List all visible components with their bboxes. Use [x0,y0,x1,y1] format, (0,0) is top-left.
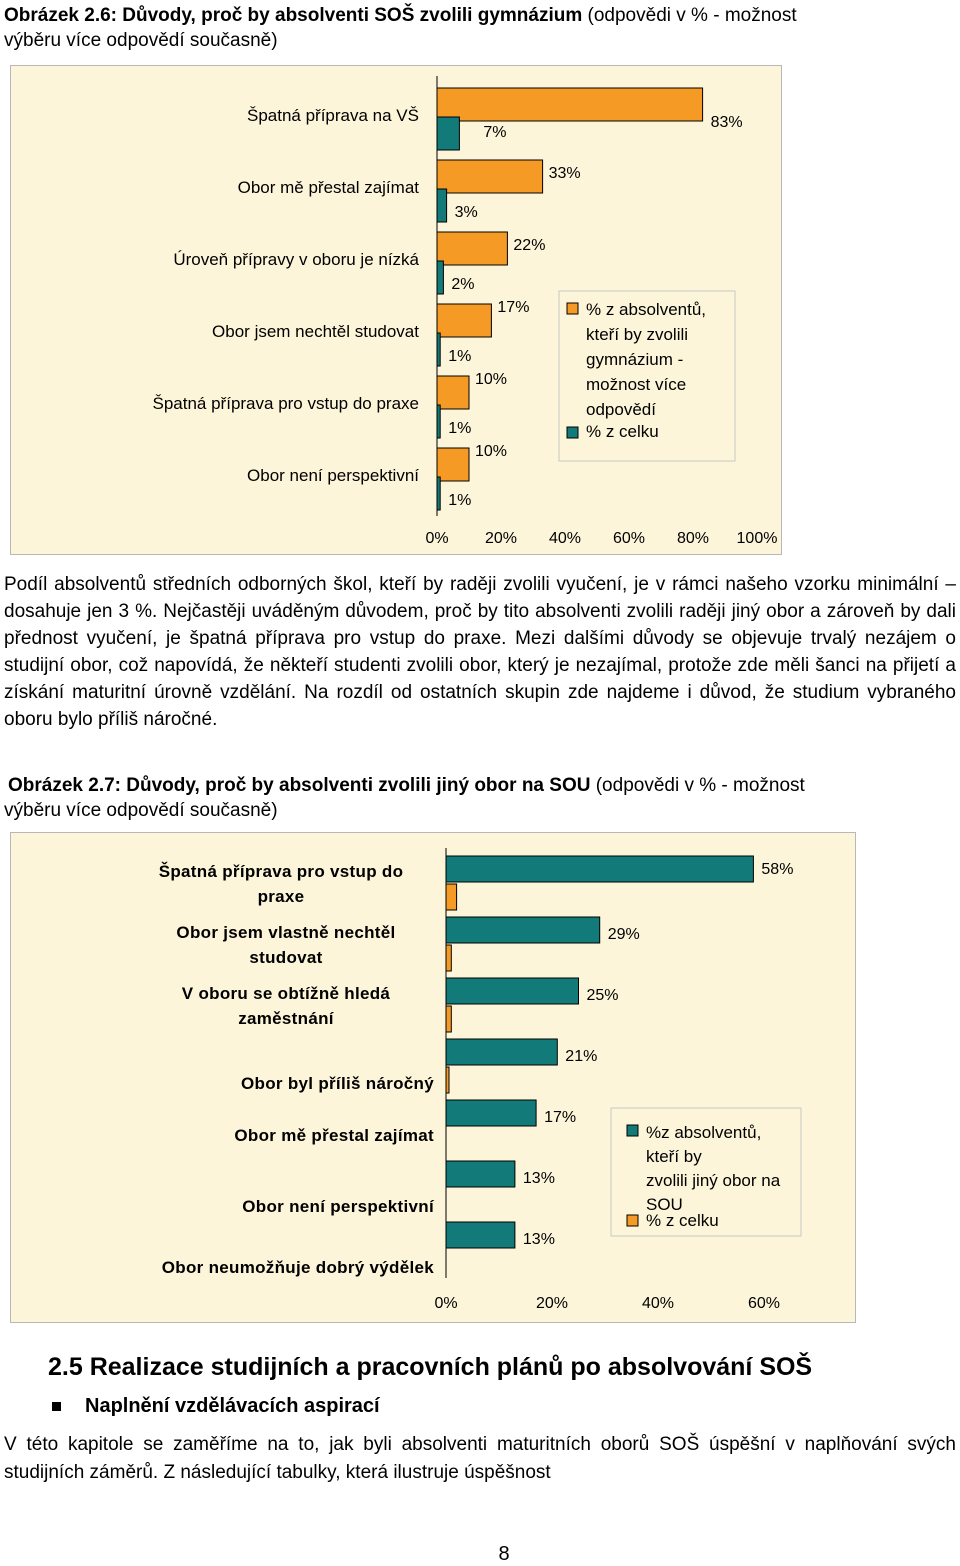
figure1-chart-area [10,65,782,555]
category-label: zaměstnání [238,1009,334,1028]
data-label-orange: 22% [513,237,546,254]
category-label: Obor není perspektivní [242,1197,434,1216]
figure2-caption [4,773,956,823]
bar-orange [437,88,703,121]
data-label-teal: 13% [522,1170,555,1187]
legend-swatch-orange [567,303,578,314]
x-tick-label: 20% [484,530,518,547]
legend-label-teal: % z celku [586,422,659,441]
category-label: Obor jsem vlastně nechtěl [176,923,396,942]
bar-teal [446,1222,515,1248]
category-label: Obor není perspektivní [247,466,419,485]
legend-label-orange: kteří by zvolili [586,325,689,344]
data-label-teal: 2% [451,276,475,293]
x-tick-label: 40% [548,530,582,547]
data-label-orange: 83% [710,114,743,131]
legend-label-orange: odpovědí [586,400,656,419]
legend-label-orange: možnost více [586,375,687,394]
x-tick-label: 20% [535,1295,569,1312]
legend-swatch-orange [627,1215,638,1226]
category-label: Špatná příprava pro vstup do praxe [152,394,419,413]
data-label-orange: 10% [475,443,508,460]
bar-teal [446,917,600,943]
figure1-caption [4,3,956,53]
bullet-icon [52,1402,61,1411]
bar-teal [446,1100,536,1126]
data-label-orange: 17% [497,299,530,316]
legend-label-teal: kteří by [646,1147,702,1166]
data-label-teal: 1% [448,492,472,509]
category-label: Úroveň přípravy v oboru je nízká [173,250,419,269]
x-tick-label: 80% [676,530,710,547]
section-title: 2.5 Realizace studijních a pracovních plánů po absolvování SOŠ [48,1353,813,1381]
legend-label-teal: SOU [646,1195,683,1214]
x-tick-label: 60% [612,530,646,547]
category-label: Špatná příprava pro vstup do [158,862,404,881]
bar-orange [446,1006,451,1032]
legend-label-orange: gymnázium - [586,350,684,369]
data-label-teal: 1% [448,420,472,437]
legend-swatch-teal [627,1125,638,1136]
figure2-caption-label: Obrázek 2.7: [8,775,121,796]
legend-swatch-teal [567,427,578,438]
bar-orange [437,232,507,265]
category-label: studovat [249,948,323,967]
bar-teal [437,189,447,222]
figure2-caption-title: Důvody, proč by absolventi zvolili jiný obor na SOU [126,775,591,796]
legend-label-orange: % z absolventů, [586,300,707,319]
bar-teal [437,261,443,294]
x-tick-label: 100% [736,530,778,547]
data-label-teal: 3% [454,204,478,221]
figure2-chart-area [10,832,856,1323]
x-tick-label: 60% [747,1295,781,1312]
x-tick-label: 0% [434,1295,458,1312]
category-label: Obor mě přestal zajímat [237,178,419,197]
bar-teal [446,1161,515,1187]
figure1-caption-label: Obrázek 2.6: [4,5,117,26]
paragraph-1: Podíl absolventů středních odborných škol, kteří by raději zvolili vyučení, je v rámci našeho vzorku minimální – dosahuje jen 3 %. Nejčastěji uváděným důvodem, proč by tito absolventi zvolili raději jiný obor a zároveň by dali přednost vyučení, je špatná příprava pro vstup do praxe. Mezi dalšími důvody se objevuje trvalý nezájem o studijní obor, což napovídá, že někteří studenti zvolili obor, který je nezajímal, protože zde měli šanci na přijetí a získání maturitní úrovně vzdělání. Na rozdíl od ostatních skupin zde najdeme i důvod, že studium vybraného oboru bylo příliš náročné. [4,574,956,730]
figure2-caption-rest: (odpovědi v % - možnost [595,775,805,796]
bar-teal [437,405,440,438]
bar-teal [446,1039,557,1065]
category-label: Obor byl příliš náročný [241,1074,434,1093]
data-label-teal: 21% [565,1048,598,1065]
category-label: praxe [257,887,305,906]
section-subtitle: Naplnění vzdělávacích aspirací [85,1395,380,1417]
bar-orange [437,448,469,481]
legend-label-teal: %z absolventů, [646,1123,762,1142]
bar-orange [446,1067,449,1093]
x-tick-label: 40% [641,1295,675,1312]
category-label: Obor neumožňuje dobrý výdělek [161,1258,434,1277]
legend-label-teal: zvolili jiný obor na [646,1171,781,1190]
category-label: Obor mě přestal zajímat [234,1126,434,1145]
data-label-teal: 7% [483,124,507,141]
bar-orange [437,160,543,193]
data-label-orange: 10% [475,371,508,388]
bar-teal [446,978,579,1004]
data-label-teal: 29% [607,926,640,943]
x-tick-label: 0% [425,530,449,547]
bar-teal [437,117,459,150]
data-label-orange: 33% [548,165,581,182]
bar-orange [437,304,491,337]
data-label-teal: 25% [586,987,619,1004]
figure1-caption-title: Důvody, proč by absolventi SOŠ zvolili gymnázium [122,5,583,26]
figure1-caption-rest-2: výběru více odpovědí současně) [4,30,278,51]
category-label: Špatná příprava na VŠ [246,106,419,125]
bar-orange [446,945,451,971]
figure1-chart [11,66,781,554]
figure1-caption-rest: (odpovědi v % - možnost [587,5,797,26]
bar-orange [437,376,469,409]
data-label-teal: 1% [448,348,472,365]
bar-teal [446,856,753,882]
data-label-teal: 13% [522,1231,555,1248]
data-label-teal: 17% [544,1109,577,1126]
legend-label-orange: % z celku [646,1211,719,1230]
figure2-chart [11,833,855,1322]
page-number: 8 [498,1543,510,1565]
category-label: V oboru se obtížně hledá [181,984,391,1003]
figure2-caption-rest-2: výběru více odpovědí současně) [4,800,278,821]
data-label-teal: 58% [761,861,794,878]
category-label: Obor jsem nechtěl studovat [212,322,419,341]
bar-teal [437,477,440,510]
bar-orange [446,884,457,910]
section-paragraph: V této kapitole se zaměříme na to, jak byli absolventi maturitních oborů SOŠ úspěšní v naplňování svých studijních záměrů. Z následující tabulky, která ilustruje úspěšnost [4,1434,956,1483]
bar-teal [437,333,440,366]
